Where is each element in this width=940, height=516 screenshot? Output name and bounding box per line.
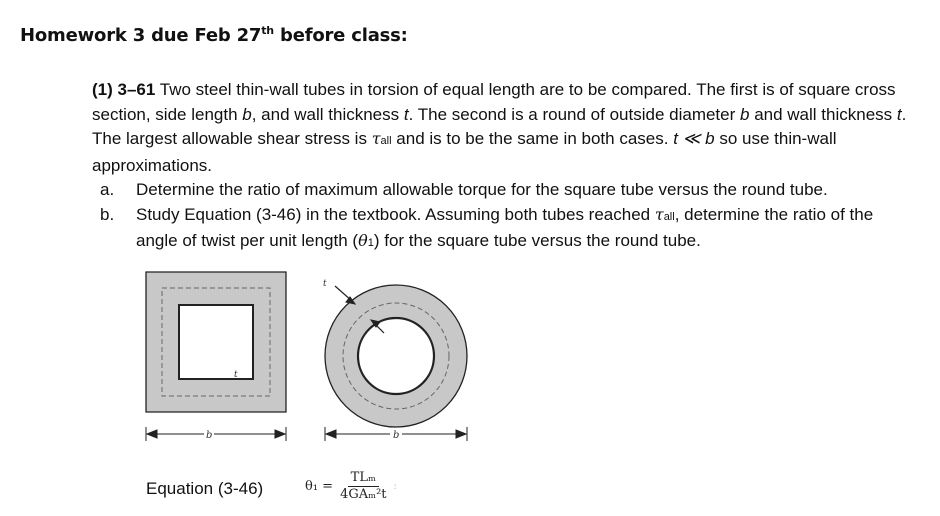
heading-suffix: before class: [273,25,408,46]
tau-subscript: all [380,135,392,147]
equation-3-46 [305,470,397,503]
round-tube-diagram [325,285,467,427]
problem-number: (1) 3–61 [92,80,156,99]
equation-numerator: TLₘ [348,470,379,487]
tau-symbol: τ [654,204,664,224]
round-t-label: t [323,279,327,289]
tau-symbol: τ [371,129,381,148]
equation-tail: : [393,481,397,492]
heading-sup: th [261,24,274,37]
part-b: b. Study Equation (3-46) in the textbook. Assuming both tubes reached τall, determine the ratio of the angle of twist per unit length (θ1) for the square tube versus the round tube. [100,204,874,250]
var-b: b [242,104,252,124]
theta-symbol: θ [358,231,368,250]
equation-fraction [337,470,389,503]
part-label: b. [100,204,115,224]
thin-wall-condition: t ≪ b [673,129,715,148]
square-b-dimension [146,427,286,441]
equation-denominator: 4GAₘ²t [340,487,387,502]
part-text: Determine the ratio of maximum allowable torque for the square tube versus the round tube. [136,180,828,199]
equation-label: Equation (3-46) [146,479,264,498]
square-b-label: b [206,430,213,441]
var-t: t [896,104,902,124]
problem-statement: (1) 3–61 Two steel thin-wall tubes in torsion of equal length are to be compared. The first is of square cross section, side length b, and wall thickness t. The second is a round of outside diameter b and wall thickness t. The largest allowable shear stress is τall and is to be the same in both cases. t ≪ b so use thin-wall approximations. [92,80,907,175]
part-label: a. [100,180,115,199]
square-t-label: t [234,370,238,380]
square-tube-diagram [146,272,286,412]
heading-text: Homework 3 due Feb 27 [20,25,262,46]
var-t: t [403,104,409,124]
round-b-label: b [393,430,400,441]
var-b: b [740,104,750,124]
equation-lhs: θ₁ = [305,479,334,494]
